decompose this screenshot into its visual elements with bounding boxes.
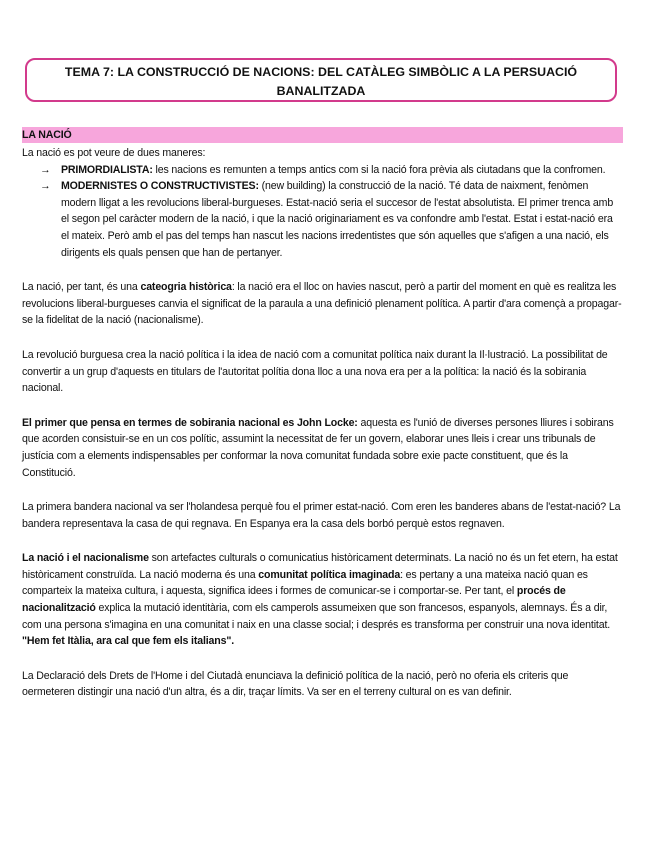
- page-title-line1: TEMA 7: LA CONSTRUCCIÓ DE NACIONS: DEL CATÀLEG SIMBÒLIC A LA PERSUACIÓ: [64, 65, 578, 79]
- bold-term: El primer que pensa en termes de sobirania nacional es John Locke:: [22, 416, 358, 429]
- arrow-bullet-icon: →: [40, 163, 51, 176]
- page-title-box: [25, 58, 617, 102]
- text-run: aquesta es l'unió de diverses persones lliures i sobirans que acorden consistuir-se en un cos polític, assumint la necessitat de fer un govern, elaborar unes lleis i crear uns tribunals de justícia com a elements indispensables per conformar la nova comunitat fundada sobre exie pacte constituent, que és la Constitució.: [22, 416, 614, 479]
- bullet-label: PRIMORDIALISTA:: [61, 163, 153, 176]
- text-run: : la nació era el lloc on havies nascut, però a partir del moment en què es realitza les revolucions liberal-burgueses canvia el significat de la paraula a una definició plenament política. A partir d'ara començà a propagar-se la fidelitat de la nació (nacionalisme).: [22, 281, 622, 327]
- bullet-text: les nacions es remunten a temps antics com si la nació fora prèvia als ciutadans que la confromen.: [152, 163, 606, 176]
- bullet-text: (new building) la construcció de la nació. Té data de naixment, fenòmen modern lligat a les revolucions liberal-burgueses. Estat-nació seria el succesor de l'estat absolutista. El primer trenca amb el segon pel caràcter modern de la nació, i que la nació originariament es va confondre amb l'estat. Estat i estat-nació era el mateix. Però amb el pas del temps han nascut les nacions irredentistes que són aquelles que s'afigen a una nació, els dirigents els quals pensen que han de pertanyer.: [61, 180, 614, 259]
- bold-quote: "Hem fet Itàlia, ara cal que fem els italians".: [22, 635, 235, 648]
- bullet-label: MODERNISTES O CONSTRUCTIVISTES:: [61, 180, 259, 193]
- paragraph-first-flag: La primera bandera nacional va ser l'holandesa perquè fou el primer estat-nació. Com eren les banderes abans de l'estat-nació? La bandera representava la casa de qui regnava. En Espanya era la casa dels borbó perquè estos regnaven.: [22, 501, 621, 530]
- bold-term: comunitat política imaginada: [258, 568, 401, 581]
- text-run: son artefactes culturals o comunicatius històricament determinats. La nació no és un fet etern, ha estat històricament construïda. La nació moderna és una: [22, 552, 618, 581]
- paragraph-john-locke: [22, 415, 623, 481]
- paragraph-declaration: La Declaració dels Drets de l'Home i del Ciutadà enunciava la definició política de la nació, però no oferia els criteris que oermeteren distingir una nació d'un altra, és a dir, traçar límits. Va ser en el terreny cultural on es van definir.: [22, 669, 569, 699]
- bold-term: La nació i el nacionalisme: [22, 552, 149, 565]
- list-item: [22, 178, 623, 261]
- document-body: [22, 127, 623, 701]
- arrow-bullet-icon: →: [40, 180, 51, 193]
- text-run: explica la mutació identitària, com els camperols assumeixen que son francesos, espanyols, alemnays. És a dir, com una persona s'imagina en una comunitat i naix en una classe social; i després es transforma per construir una nova identitat.: [22, 602, 611, 631]
- page-title-line2: BANALITZADA: [276, 84, 366, 98]
- text-run: : es pertany a una mateixa nació quan es comparteix la mateixa cultura, i aquesta, significa idees i formes de comunicar-se i comportar-se. Per tant, el: [22, 568, 588, 598]
- text-run: La nació, per tant, és una: [22, 281, 141, 294]
- bold-term: cateogria històrica: [140, 281, 232, 294]
- intro-paragraph: La nació es pot veure de dues maneres:: [22, 147, 206, 159]
- paragraph-nationalism: [22, 550, 623, 650]
- paragraph-historical-category: [22, 279, 623, 329]
- section-heading: LA NACIÓ: [22, 127, 623, 143]
- bullet-list: [22, 162, 623, 262]
- bold-term: procés de nacionalització: [22, 585, 566, 615]
- list-item: [22, 162, 623, 179]
- paragraph-bourgeois-revolution: La revolució burguesa crea la nació política i la idea de nació com a comunitat política naix durant la Il·lustració. La possibilitat de convertir a un grup d'aquests en titulars de l'autoritat polítia dona lloc a una nova era per a la política: la nació és la sobirania nacional.: [22, 348, 608, 395]
